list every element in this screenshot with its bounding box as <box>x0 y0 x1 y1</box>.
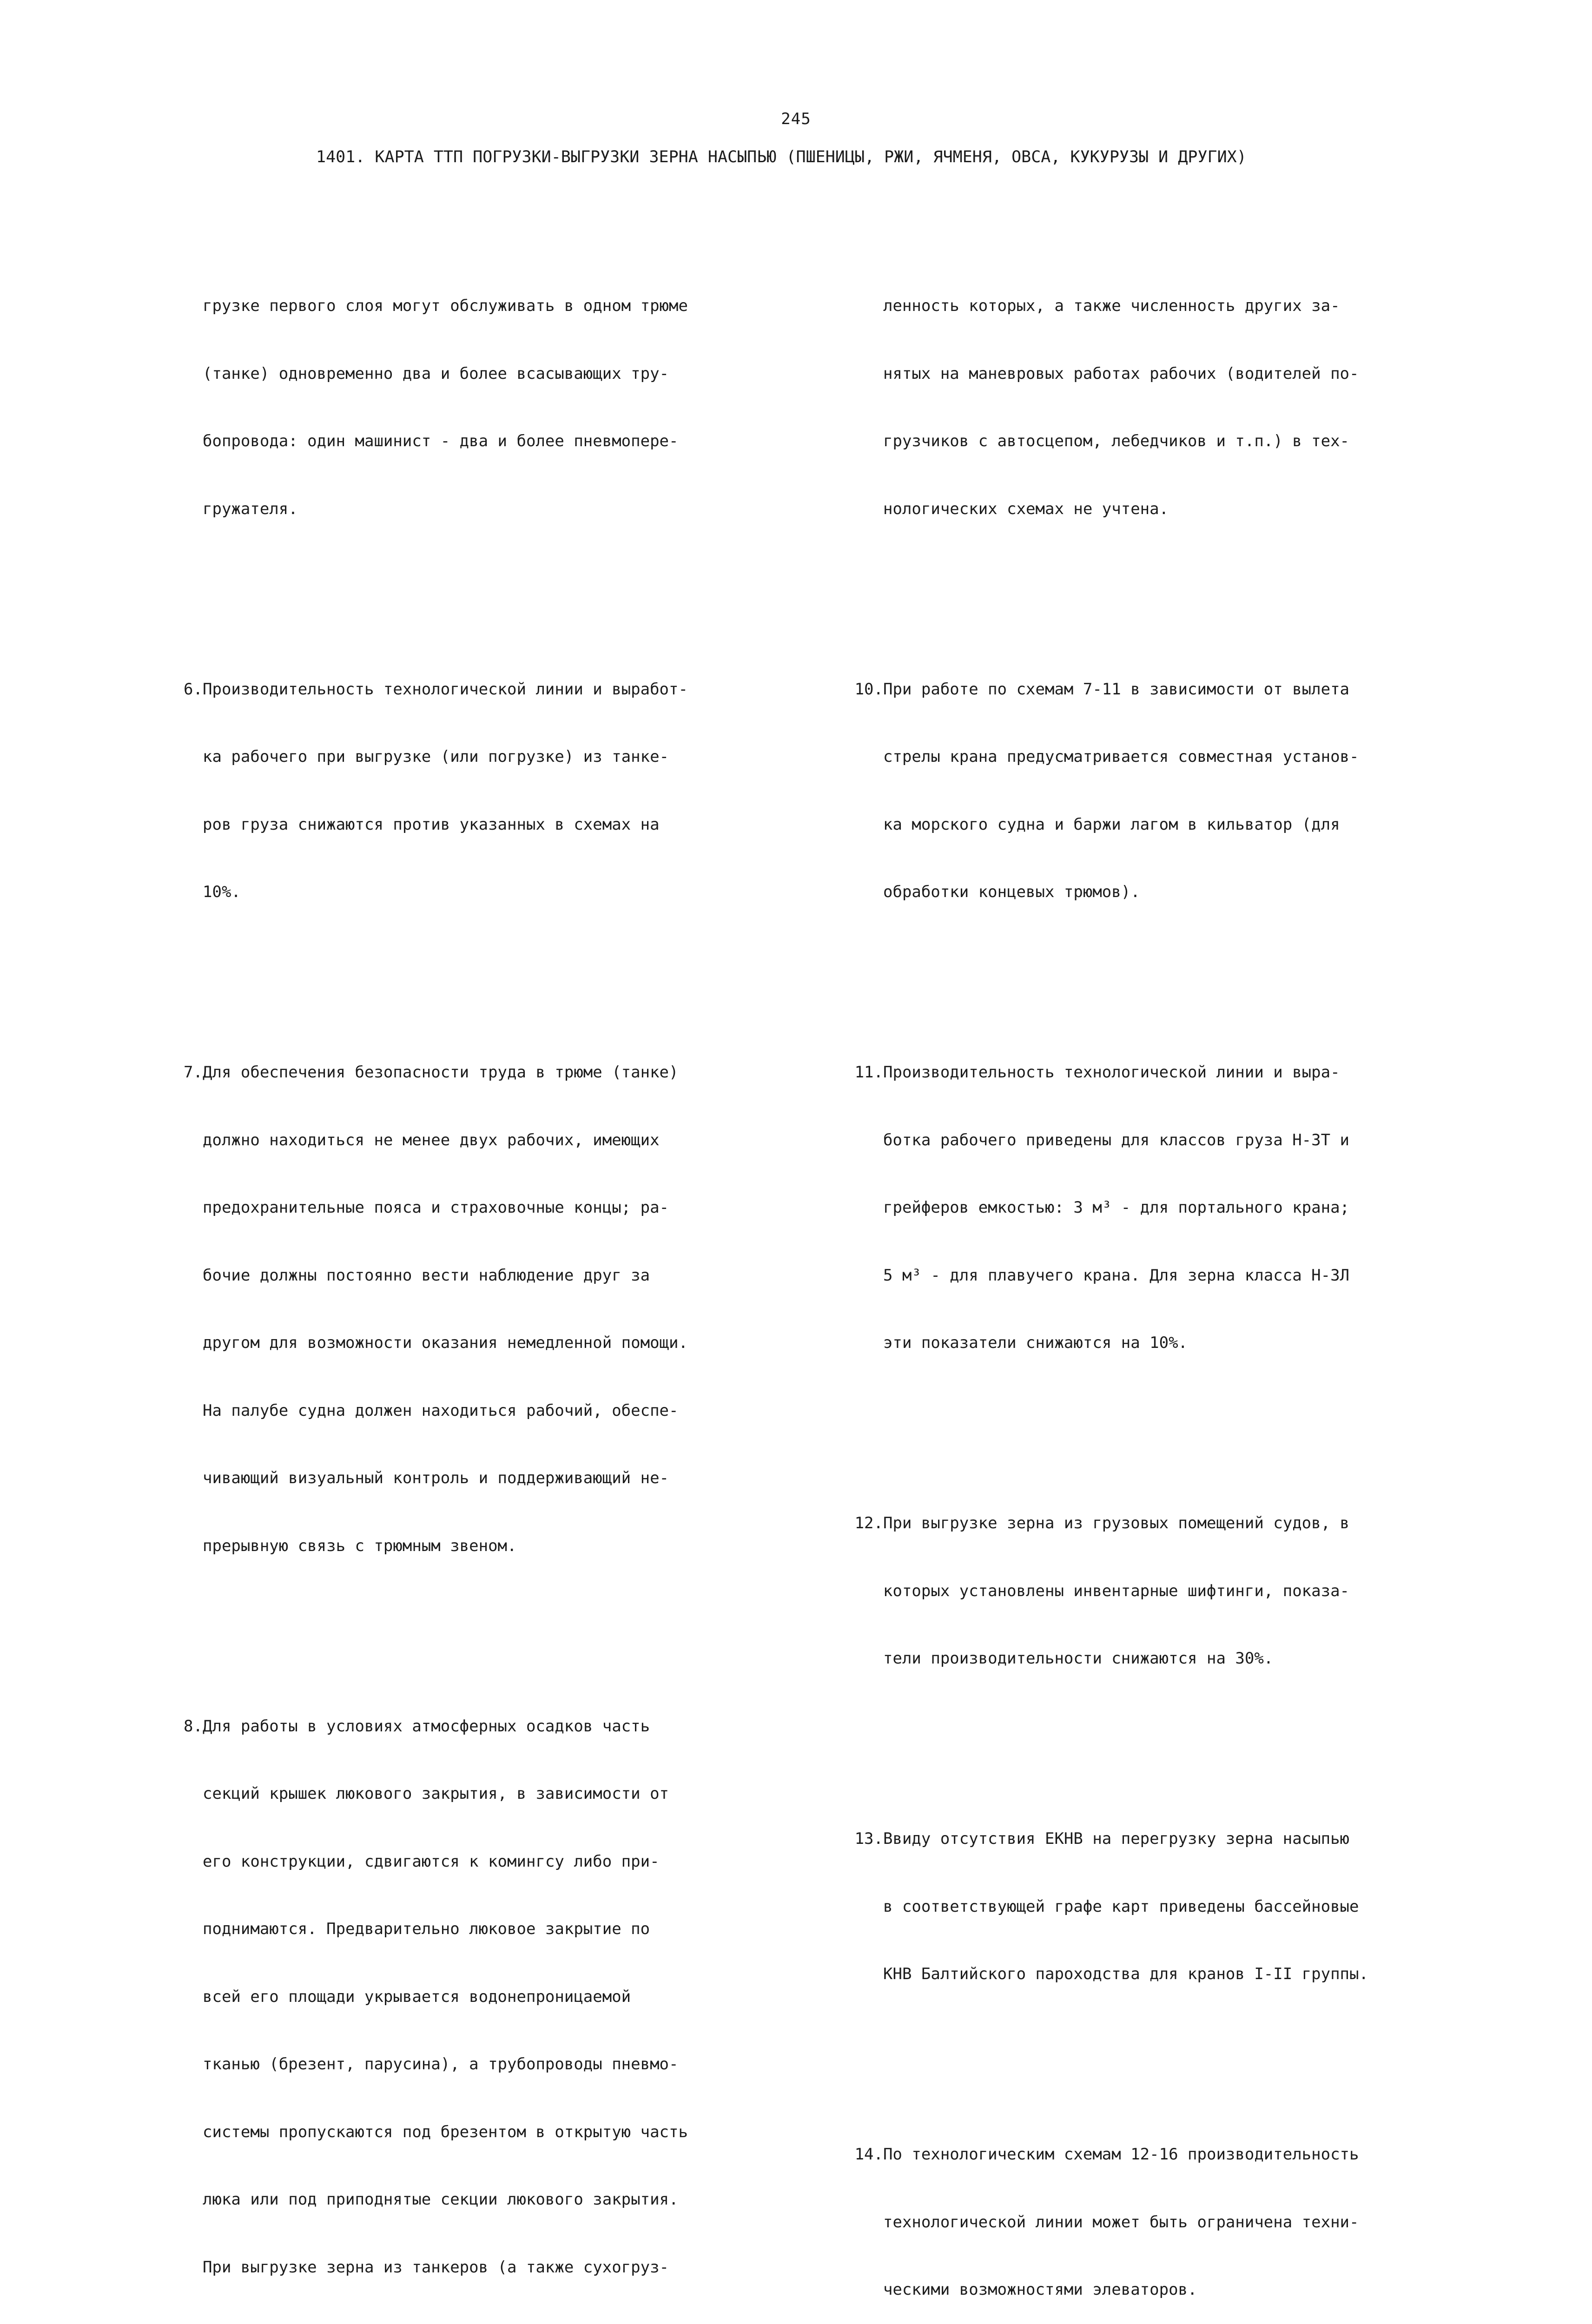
text-line: КНВ Балтийского пароходства для кранов I-II группы. <box>883 1963 1368 1986</box>
text-line: поднимаются. Предварительно люковое закрытие по <box>203 1918 688 1941</box>
note-item-12 <box>883 1467 1368 1715</box>
note-item-13 <box>883 1783 1368 2031</box>
text-line: стрелы крана предусматривается совместная установ- <box>883 746 1368 768</box>
note-item-14 <box>883 2098 1368 2324</box>
note-number: 14. <box>853 2143 883 2166</box>
text-line: ров груза снижаются против указанных в схемах на <box>203 813 688 836</box>
right-column <box>883 205 1368 2324</box>
left-continuation <box>203 250 688 565</box>
text-line: ленность которых, а также численность других за- <box>883 295 1368 317</box>
text-line: (танке) одновременно два и более всасывающих тру- <box>203 363 688 385</box>
note-number: 12. <box>853 1512 883 1535</box>
text-line: должно находиться не менее двух рабочих, имеющих <box>203 1129 688 1152</box>
note-item-7 <box>203 1016 688 1602</box>
text-line: гружателя. <box>203 498 688 521</box>
text-line: его конструкции, сдвигаются к комингсу либо при- <box>203 1850 688 1873</box>
note-number: 11. <box>853 1061 883 1084</box>
text-line: ботка рабочего приведены для классов груза Н-3Т и <box>883 1129 1368 1152</box>
text-line: всей его площади укрывается водонепроницаемой <box>203 1986 688 2008</box>
text-line: 10%. <box>203 881 688 904</box>
left-column <box>203 205 688 2324</box>
text-line: тканью (брезент, парусина), а трубопроводы пневмо- <box>203 2053 688 2076</box>
text-line: грузчиков с автосцепом, лебедчиков и т.п.) в тех- <box>883 430 1368 453</box>
text-line: нятых на маневровых работах рабочих (водителей по- <box>883 363 1368 385</box>
note-number: 7. <box>173 1061 203 1084</box>
note-item-8 <box>203 1670 688 2324</box>
note-number: 8. <box>173 1715 203 1738</box>
note-item-11 <box>883 1016 1368 1400</box>
text-line: ческими возможностями элеваторов. <box>883 2278 1368 2301</box>
text-line: которых установлены инвентарные шифтинги, показа- <box>883 1580 1368 1603</box>
right-continuation <box>883 250 1368 565</box>
text-line: другом для возможности оказания немедленной помощи. <box>203 1332 688 1354</box>
text-line: При работе по схемам 7-11 в зависимости от вылета <box>883 680 1349 699</box>
text-line: тели производительности снижаются на 30%. <box>883 1647 1368 1670</box>
note-number: 6. <box>173 678 203 701</box>
text-line: Производительность технологической линии и выра- <box>883 1063 1340 1082</box>
text-line: При выгрузке зерна из грузовых помещений судов, в <box>883 1514 1349 1532</box>
note-item-6 <box>203 633 688 949</box>
text-line: ка рабочего при выгрузке (или погрузке) из танке- <box>203 746 688 768</box>
note-item-10 <box>883 633 1368 949</box>
text-line: грейферов емкостью: 3 м³ - для портального крана; <box>883 1196 1368 1219</box>
text-line: эти показатели снижаются на 10%. <box>883 1332 1368 1354</box>
note-number: 13. <box>853 1828 883 1850</box>
text-line: нологических схемах не учтена. <box>883 498 1368 521</box>
text-line: прерывную связь с трюмным звеном. <box>203 1535 688 1558</box>
note-number: 10. <box>853 678 883 701</box>
text-line: технологической линии может быть ограничена техни- <box>883 2211 1368 2234</box>
text-line: бопровода: один машинист - два и более пневмопере- <box>203 430 688 453</box>
text-line: секций крышек люкового закрытия, в зависимости от <box>203 1783 688 1805</box>
text-line: Для обеспечения безопасности труда в трюме (танке) <box>203 1063 679 1082</box>
text-line: На палубе судна должен находиться рабочий, обеспе- <box>203 1400 688 1422</box>
text-line: бочие должны постоянно вести наблюдение друг за <box>203 1264 688 1287</box>
text-line: По технологическим схемам 12-16 производительность <box>883 2145 1359 2164</box>
page-title: 1401. КАРТА ТТП ПОГРУЗКИ-ВЫГРУЗКИ ЗЕРНА НАСЫПЬЮ (ПШЕНИЦЫ, РЖИ, ЯЧМЕНЯ, ОВСА, КУКУРУЗЫ И ДРУГИХ) <box>316 148 1269 166</box>
text-line: системы пропускаются под брезентом в открытую часть <box>203 2121 688 2144</box>
page-number: 245 <box>0 110 1592 128</box>
text-line: предохранительные пояса и страховочные концы; ра- <box>203 1196 688 1219</box>
text-line: ка морского судна и баржи лагом в кильватор (для <box>883 813 1368 836</box>
text-line: При выгрузке зерна из танкеров (а также сухогруз- <box>203 2256 688 2279</box>
text-line: Производительность технологической линии и выработ- <box>203 680 688 699</box>
text-line: люка или под приподнятые секции люкового закрытия. <box>203 2188 688 2211</box>
text-line: 5 м³ - для плавучего крана. Для зерна класса Н-3Л <box>883 1264 1368 1287</box>
text-line: Ввиду отсутствия ЕКНВ на перегрузку зерна насыпью <box>883 1829 1349 1848</box>
text-line: Для работы в условиях атмосферных осадков часть <box>203 1717 650 1736</box>
text-line: обработки концевых трюмов). <box>883 881 1368 904</box>
text-line: грузке первого слоя могут обслуживать в одном трюме <box>203 295 688 317</box>
text-line: чивающий визуальный контроль и поддерживающий не- <box>203 1467 688 1490</box>
text-line: в соответствующей графе карт приведены бассейновые <box>883 1895 1368 1918</box>
